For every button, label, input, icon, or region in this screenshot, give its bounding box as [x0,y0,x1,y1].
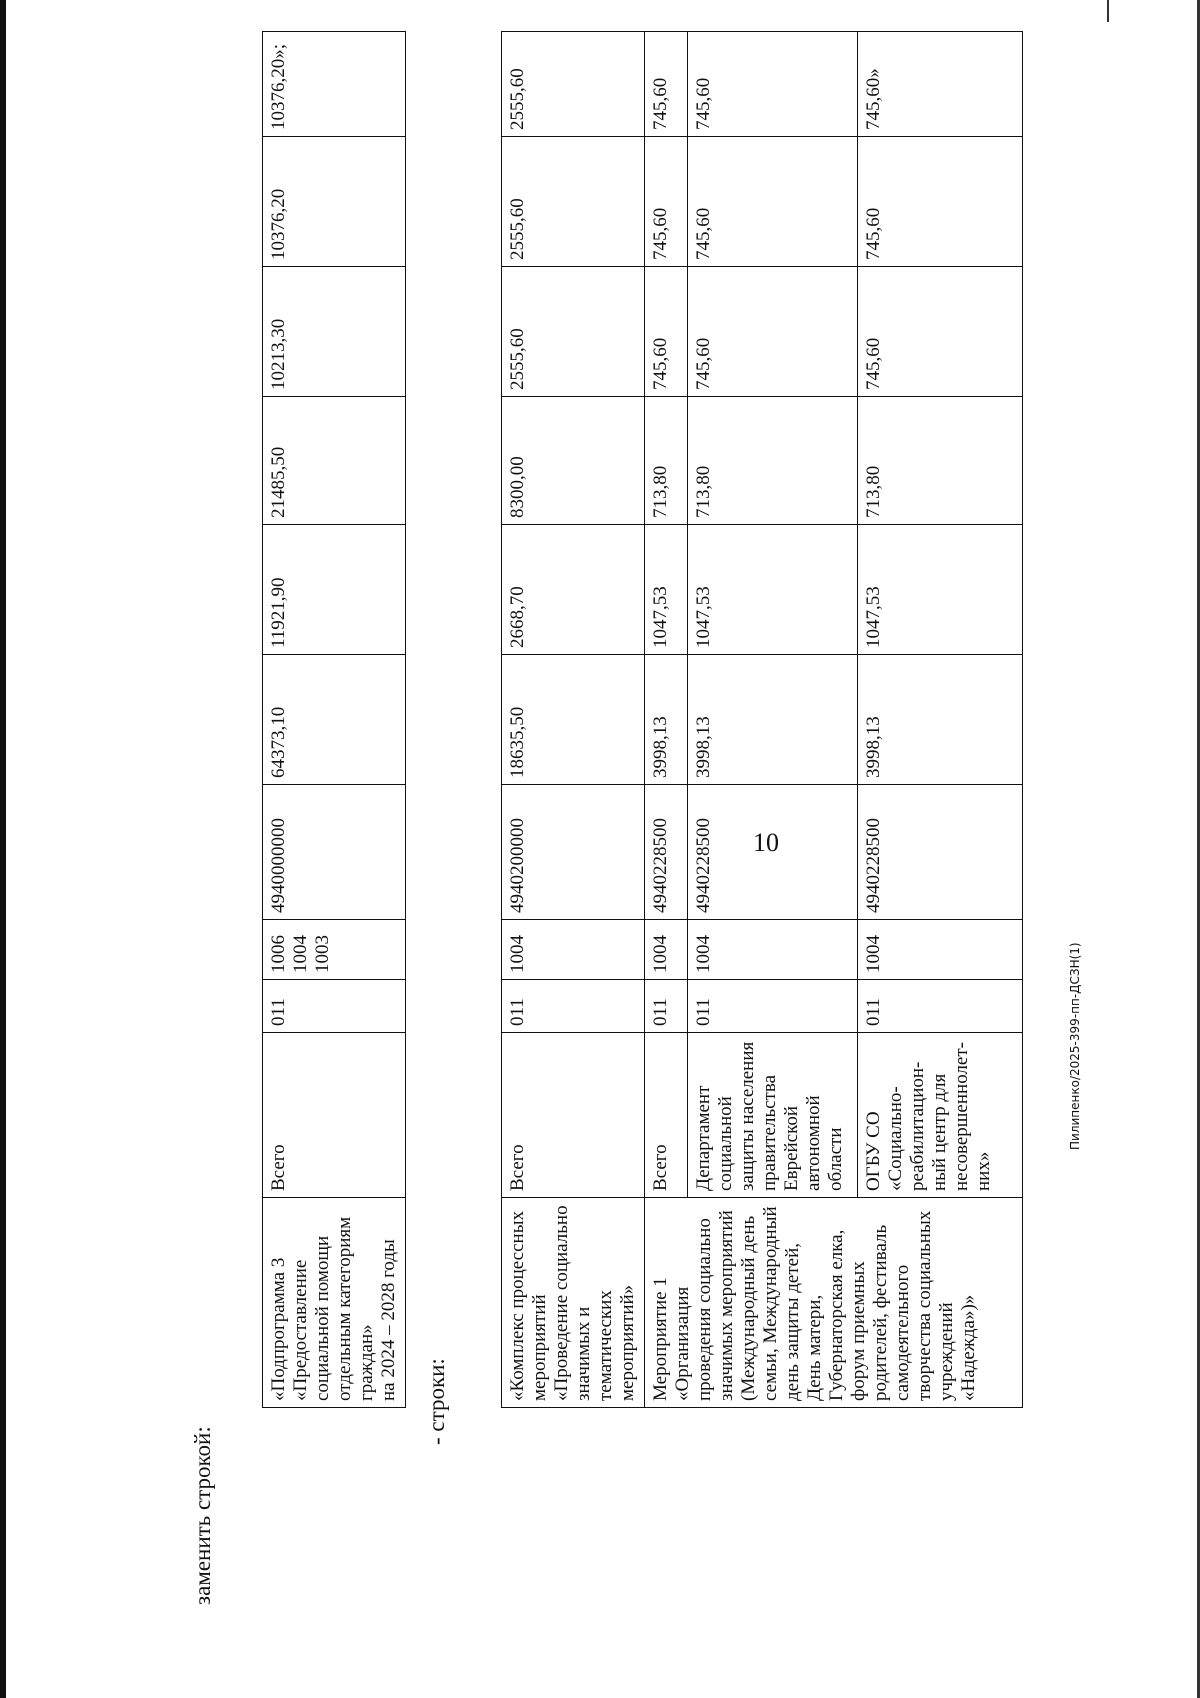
cell-year-2028: 745,60» [858,32,1023,137]
cell-grbs: 011 [645,980,688,1033]
scan-edge-left [0,0,6,1698]
section2-table-wrap [501,31,1023,1408]
cell-year-2025: 713,80 [858,397,1023,525]
section1-table [262,31,406,1408]
cell-year-2025: 713,80 [645,397,688,525]
section2-table [501,31,1023,1408]
table-row [502,32,645,1408]
cell-year-2024: 11921,90 [263,525,406,655]
cell-year-2025: 8300,00 [502,397,645,525]
scan-edge-tick [1107,0,1109,22]
cell-name: «Подпрограмма 3 «Предоставление социальной помощи отдельным категориям граждан» на 2024 – 2028 годы [263,1198,406,1408]
cell-year-2025: 713,80 [688,397,858,525]
section1-caption: заменить строкой: [190,1426,215,1605]
cell-section-code: 1004 [502,920,645,980]
cell-name: «Комплекс процессных мероприятий «Проведение социально значимых и тематических мероприятий» [502,1198,645,1408]
cell-grbs: 011 [263,980,406,1033]
cell-year-2028: 745,60 [645,32,688,137]
cell-executor: Всего [502,1033,645,1198]
cell-year-2027: 745,60 [858,137,1023,267]
cell-target-code: 4940228500 [688,785,858,920]
footer-code: Пилипенко/2025-399-пп-ДСЗН(1) [1068,942,1082,1150]
cell-year-2027: 745,60 [688,137,858,267]
cell-year-2024: 1047,53 [645,525,688,655]
cell-year-2027: 2555,60 [502,137,645,267]
page-number: 10 [753,828,779,857]
cell-year-2027: 10376,20 [263,137,406,267]
cell-year-2028: 745,60 [688,32,858,137]
cell-year-2028: 2555,60 [502,32,645,137]
cell-section-code: 1004 [645,920,688,980]
table-row [645,32,688,1408]
cell-section-code: 1004 [688,920,858,980]
cell-grbs: 011 [502,980,645,1033]
cell-target-code: 4940228500 [645,785,688,920]
section1-table-wrap [262,31,406,1408]
cell-year-2028: 10376,20»; [263,32,406,137]
cell-executor: Всего [263,1033,406,1198]
cell-total: 18635,50 [502,655,645,785]
cell-grbs: 011 [688,980,858,1033]
cell-total: 3998,13 [645,655,688,785]
cell-year-2024: 1047,53 [858,525,1023,655]
cell-section-code: 1006 1004 1003 [263,920,406,980]
cell-year-2027: 745,60 [645,137,688,267]
cell-section-code: 1004 [858,920,1023,980]
cell-executor: Всего [645,1033,688,1198]
cell-name: Мероприятие 1 «Организация проведения социально значимых мероприятий (Международный день семьи, Международный день защиты детей, День матери, Губернаторская елка, форум приемных родителей, фестиваль самодеятельного творчества социальных учреждений «Надежда»)» [645,1198,1023,1408]
cell-target-code: 4940200000 [502,785,645,920]
cell-executor: Департамент социальной защиты населения правительства Еврейской автономной области [688,1033,858,1198]
cell-year-2026: 10213,30 [263,267,406,397]
cell-year-2025: 21485,50 [263,397,406,525]
cell-total: 64373,10 [263,655,406,785]
cell-target-code: 4940000000 [263,785,406,920]
cell-year-2026: 745,60 [858,267,1023,397]
section2-caption: - строки: [424,1358,449,1445]
cell-year-2026: 745,60 [688,267,858,397]
cell-target-code: 4940228500 [858,785,1023,920]
cell-total: 3998,13 [688,655,858,785]
section1-row [263,32,406,1408]
cell-executor: ОГБУ СО «Социально-реабилитацион-ный центр для несовершеннолет-них» [858,1033,1023,1198]
cell-year-2024: 1047,53 [688,525,858,655]
cell-total: 3998,13 [858,655,1023,785]
cell-year-2024: 2668,70 [502,525,645,655]
cell-grbs: 011 [858,980,1023,1033]
cell-year-2026: 2555,60 [502,267,645,397]
cell-year-2026: 745,60 [645,267,688,397]
